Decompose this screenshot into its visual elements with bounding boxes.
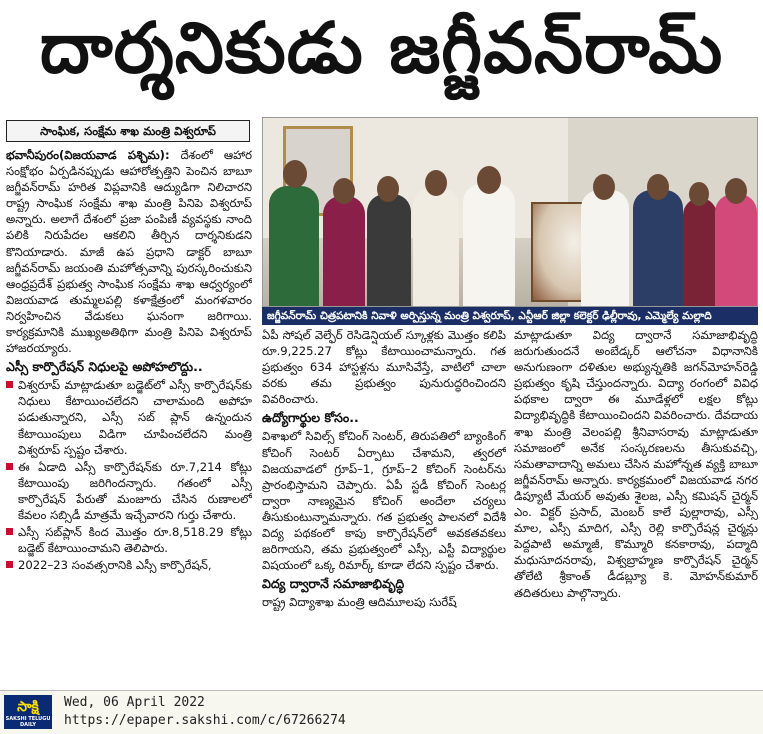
bullet-item: 2022–23 సంవత్సరానికి ఎస్సీ కార్పొరేషన్, [6, 557, 252, 573]
photo-person [683, 198, 717, 306]
photo-person [413, 188, 459, 306]
photo-caption: జగ్జీవన్‌రామ్ చిత్రపటానికి నివాళి అర్పిస్తున్న మంత్రి విశ్వరూప్, ఎన్టీఆర్ జిల్లా కలెక్టర్ ఢిల్లీరావు, ఎమ్మెల్యే మల్లాది [262, 307, 758, 325]
article-column-3 [514, 327, 758, 667]
subhead-sc-corporation: ఎస్సీ కార్పొరేషన్ నిధులపై అపోహలొద్దు.. [6, 359, 203, 375]
photo-person [367, 194, 411, 306]
photo-head [593, 174, 615, 200]
article-intro [6, 147, 252, 356]
event-photo [262, 117, 758, 307]
photo-head [477, 166, 501, 194]
bullet-item: ఈ ఏడాది ఎస్సీ కార్పొరేషన్‌కు రూ.7,214 కోట్లు కేటాయింపు జరిగిందన్నారు. గతంలో ఎస్సీ కార్పొరేషన్ పేరుతో మంజూరు చేసిన రుణాలలో కేవలం సబ్సిడీ మాత్రమే ఇచ్చేవారని గుర్తు చేశారు. [6, 459, 252, 523]
photo-person [581, 190, 629, 306]
paragraph: ఏపీ సోషల్ వెల్ఫేర్ రెసిడెన్షియల్ స్కూళ్లకు మొత్తం కలిపి రూ.9,225.27 కోట్లు కేటాయించామన్నారు. గత ప్రభుత్వం 634 హాస్టళ్లను మూసివేస్తే, వాటిలో చాలా వరకు తమ ప్రభుత్వం పునురుద్ధరించిందని వివరించారు. [262, 328, 506, 407]
photo-head [647, 174, 669, 200]
photo-head [689, 182, 709, 206]
photo-person [633, 190, 683, 306]
bullet-item: విశ్వరూప్ మాట్లాడుతూ బడ్జెట్‌లో ఎస్సీ కార్పొరేషన్‌కు నిధులు కేటాయించలేదని చాలామంది అపోహ పడుతున్నారని, ఎస్సీ సబ్ ప్లాన్ ఉన్నందున కేటాయింపులు విడిగా చూపించలేదని మంత్రి విశ్వరూప్ స్పష్టం చేశారు. [6, 377, 252, 457]
subhead-job-seekers: ఉద్యోగార్థుల కోసం.. [262, 410, 359, 426]
subhead-education: విద్య ద్వారానే సమాజాభివృద్ధి [262, 576, 405, 592]
edition-date: Wed, 06 April 2022 [64, 695, 205, 710]
headline: దార్శనికుడు జగ్జీవన్‌రామ్ [39, 6, 724, 89]
photo-person [323, 196, 365, 306]
photo-head [377, 176, 399, 202]
dateline: భవానీపురం(విజయవాడ పశ్చిమ): [6, 148, 170, 162]
epaper-url-link[interactable]: https://epaper.sakshi.com/c/67266274 [64, 713, 346, 728]
paragraph: రాష్ట్ర విద్యాశాఖ మంత్రి ఆదిమూలపు సురేష్ [262, 595, 457, 610]
paragraph: విశాఖలో సివిల్స్ కోచింగ్ సెంటర్, తిరుపతిలో బ్యాంకింగ్ కోచింగ్ సెంటర్ ఏర్పాటు చేశామని, త్వరలో విజయవాడలో గ్రూప్–1, గ్రూప్–2 కోచింగ్ సెంటర్‌ను ప్రారంభిస్తామని చెప్పారు. ఏపీ స్టడీ కోచింగ్ సెంటర్ల ద్వారా నాణ్యమైన కోచింగ్ అందేలా చర్యలు తీసుకుంటున్నామన్నారు. గత ప్రభుత్వ పాలనలో విదేశీ విద్య పథకంలో కాపు కార్పొరేషన్‌లో అవకతవకలు జరిగాయని, తమ ప్రభుత్వంలో ఎస్సీ, ఎస్టీ విద్యార్థుల విషయంలో ఒక్క రిమార్క్ కూడా లేదని స్పష్టం చేశారు. [262, 429, 506, 573]
byline: సాంఘిక, సంక్షేమ శాఖ మంత్రి విశ్వరూప్ [6, 120, 250, 142]
photo-head [283, 160, 307, 188]
photo-head [725, 178, 747, 204]
epaper-footer [0, 690, 763, 734]
photo-person [269, 186, 319, 306]
photo-head [333, 178, 355, 204]
logo-tagline: SAKSHI TELUGU DAILY [5, 716, 51, 728]
logo-text: సాక్షి [17, 699, 39, 715]
photo-person [715, 194, 757, 306]
article-column-2 [262, 327, 506, 667]
sakshi-logo[interactable] [4, 695, 52, 729]
photo-head [425, 170, 447, 196]
paragraph: మాట్లాడుతూ విద్య ద్వారానే సమాజాభివృద్ధి జరుగుతుందనే అంబేడ్కర్ ఆలోచనా విధానానికి అనుగుణంగా దళితుల అభ్యున్నతికి జగన్‌మోహన్‌రెడ్డి ప్రభుత్వం కృషి చేస్తుందన్నారు. విద్యా రంగంలో వివిధ పథకాల ద్వారా ఈ మూడేళ్లలో లక్షల కోట్లు విద్యాభివృద్ధికి కేటాయించిందని వివరించారు. దేవదాయ శాఖ మంత్రి వెలంపల్లి శ్రీనివాసరావు మాట్లాడుతూ సమాజంలో అనేక సంస్కరణలను తీసుకువచ్చి, సమతావాదాన్ని అమలు చేసిన మహోన్నత వ్యక్తి బాబూ జగ్జీవన్‌రామ్ అన్నారు. కార్యక్రమంలో విజయవాడ నగర డిప్యూటీ మేయర్ అవుతు శైలజ, ఎస్సీ కమిషన్ చైర్మన్ ఎం. విక్టర్ ప్రసాద్, మెంబర్ కాలే పుల్లారావు, ఎస్సీ మాల, ఎస్సీ మాదిగ, ఎస్సీ రెల్లి కార్పొరేషన్ల చైర్మన్లు పెద్దపాటి అమ్మాజీ, కొమ్మూరి కనకారావు, పద్మాది మధుసూదనరావు, విశ్వబ్రాహ్మణ కార్పొరేషన్ చైర్మన్ తోలేటి శ్రీకాంత్ డీడబ్ల్యూ కె. మోహన్‌కుమార్ తదితరులు పాల్గొన్నారు. [514, 328, 758, 600]
intro-text: దేశంలో ఆహార సంక్షోభం ఏర్పడినప్పుడు ఆహారోత్పత్తిని పెంచిన బాబూ జగ్జీవన్‌రామ్ హరిత విప్లవానికి ఆద్యుడిగా నిలిచారని రాష్ట్ర సాంఘిక సంక్షేమ శాఖ మంత్రి పినిపె విశ్వరూప్ అన్నారు. అలాగే దేశంలో ప్రజా పంపిణీ వ్యవస్థకు నాంది పలికి నిరుపేదల ఆకలిని తీర్చిన దార్శనికుడని కొనియాడారు. మాజీ ఉప ప్రధాని డాక్టర్ బాబూ జగ్జీవన్‌రామ్ జయంతి మహోత్సవాన్ని పురస్కరించుకుని ఆంధ్రప్రదేశ్ ప్రభుత్వ సాంఘిక సంక్షేమ శాఖ ఆధ్వర్యంలో విజయవాడ తుమ్మలపల్లి కళాక్షేత్రంలో మంగళవారం నిర్వహించిన వేడుకలు ఘనంగా జరిగాయి. కార్యక్రమానికి ముఖ్యఅతిథిగా మంత్రి పినిపె విశ్వరూప్ హాజరయ్యారు. [6, 148, 252, 356]
photo-person [463, 184, 515, 306]
article-column-1 [6, 147, 252, 667]
bullet-item: ఎస్సీ సబ్‌ప్లాన్ కింద మొత్తం రూ.8,518.29 కోట్లు బడ్జెట్ కేటాయించామని తెలిపారు. [6, 524, 252, 556]
